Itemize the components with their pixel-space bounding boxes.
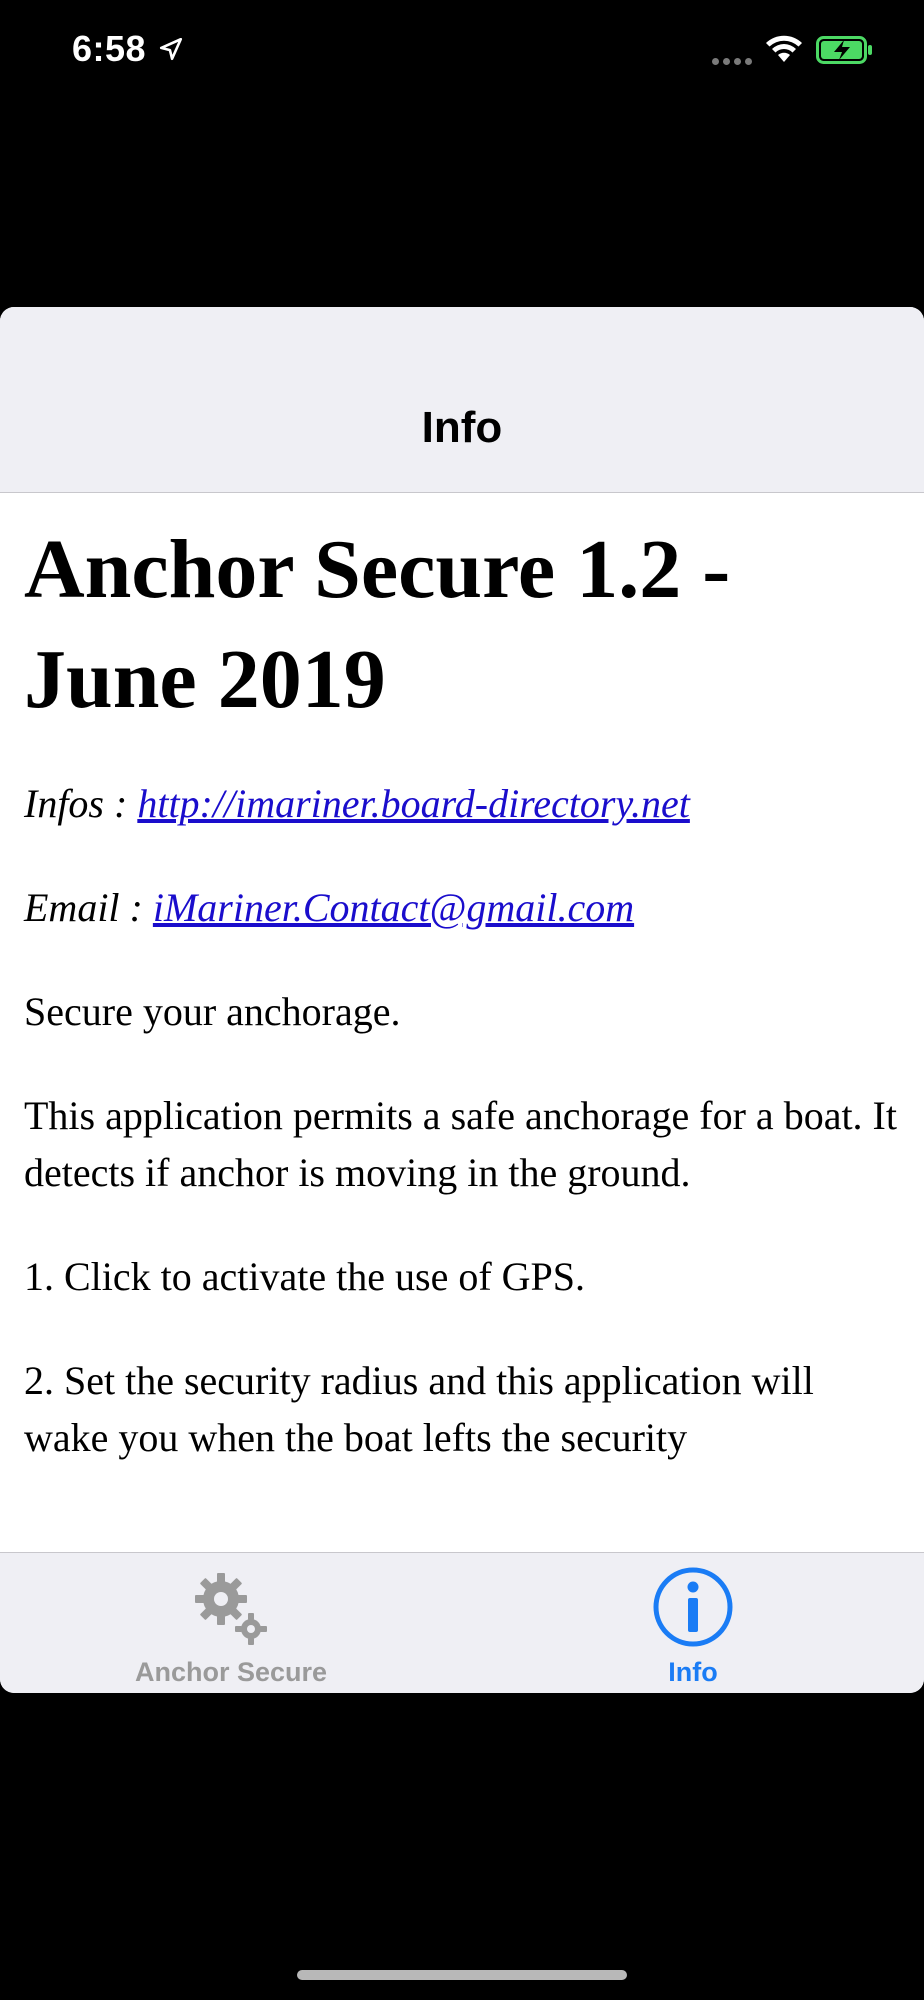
gears-icon (189, 1565, 273, 1649)
tab-info[interactable] (462, 1553, 924, 1693)
battery-charging-icon (816, 36, 874, 64)
tab-anchor-secure-label: Anchor Secure (134, 1657, 328, 1687)
email-line (24, 879, 900, 936)
status-bar (0, 0, 924, 100)
info-webview[interactable] (0, 493, 924, 1559)
cellular-signal-icon (712, 52, 756, 62)
home-indicator[interactable] (297, 1970, 627, 1980)
nav-title: Info (421, 403, 503, 452)
infos-link[interactable]: http://imariner.board-directory.net (137, 781, 690, 826)
navigation-bar (0, 307, 924, 493)
email-label: Email : (24, 885, 153, 930)
location-arrow-icon (158, 36, 184, 62)
app-version-heading: Anchor Secure 1.2 - June 2019 (24, 523, 731, 726)
info-icon (651, 1565, 735, 1649)
notch (228, 0, 696, 66)
email-link[interactable]: iMariner.Contact@gmail.com (152, 885, 635, 930)
paragraph-description: This application permits a safe anchorage for a boat. It detects if anchor is moving in the ground. (24, 1093, 897, 1195)
paragraph-tagline: Secure your anchorage. (24, 989, 401, 1034)
tab-bar (0, 1552, 924, 1693)
info-screen (0, 307, 924, 1693)
infos-label: Infos : (24, 781, 138, 826)
tab-anchor-secure[interactable] (0, 1553, 462, 1693)
status-time: 6:58 (72, 28, 147, 69)
infos-line (24, 775, 900, 832)
tab-info-label: Info (668, 1657, 718, 1687)
paragraph-step-1: 1. Click to activate the use of GPS. (24, 1254, 586, 1299)
wifi-icon (764, 34, 804, 64)
paragraph-step-2: 2. Set the security radius and this application will wake you when the boat lefts the security (24, 1358, 814, 1460)
